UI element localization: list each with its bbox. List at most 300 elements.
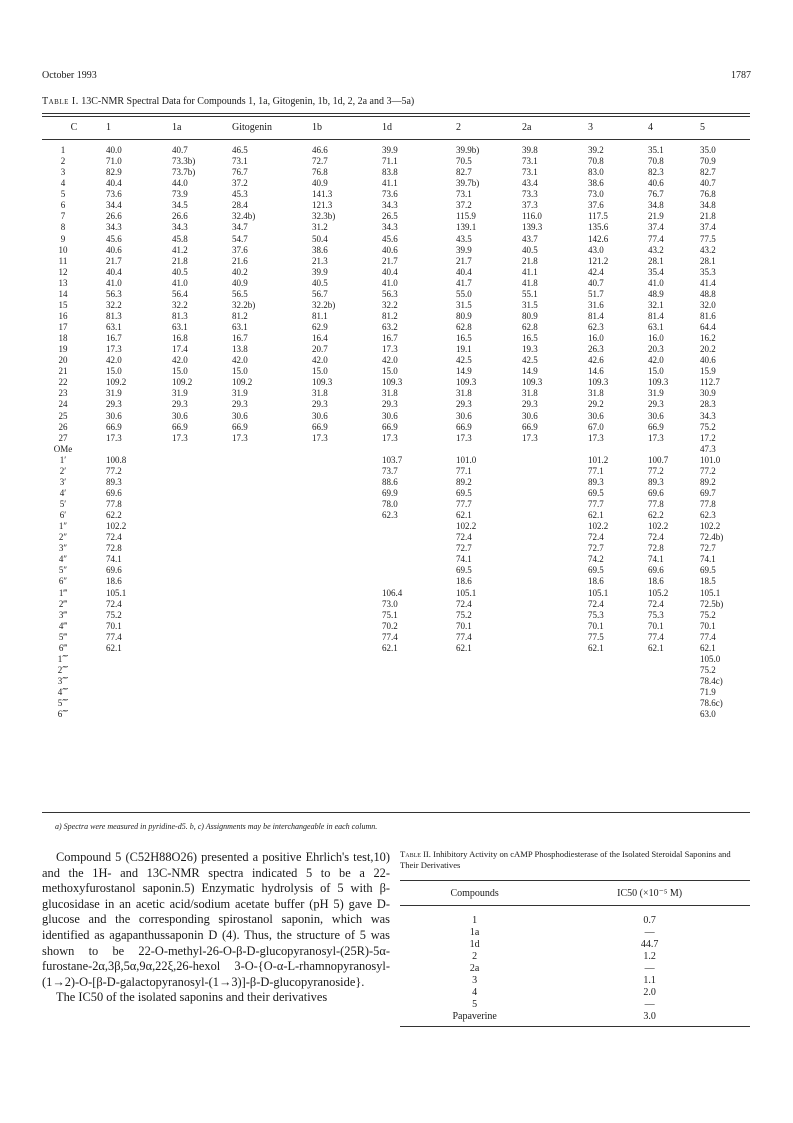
carbon-label: 5‴: [58, 631, 68, 642]
shift-value: 55.1: [522, 288, 538, 299]
shift-value: 17.4: [172, 344, 188, 355]
shift-value: 19.1: [456, 344, 472, 355]
shift-value: [522, 510, 588, 521]
shift-value: 45.8: [172, 233, 188, 244]
shift-value: [456, 665, 522, 676]
shift-value: 35.4: [648, 266, 664, 277]
shift-value: 41.1: [522, 266, 538, 277]
table-row: [42, 610, 750, 621]
table-row: [42, 167, 750, 178]
shift-value: 16.2: [700, 333, 716, 344]
shift-value: 72.7: [588, 543, 604, 554]
shift-value: 34.7: [232, 222, 248, 233]
table-row: [42, 399, 750, 410]
shift-value: [106, 709, 172, 720]
shift-value: 78.0: [382, 499, 398, 509]
shift-value: 37.6: [588, 200, 604, 211]
shift-value: 105.2: [648, 587, 669, 598]
shift-value: 16.8: [172, 333, 188, 344]
nmr-col-header: 2a: [522, 122, 532, 134]
carbon-label: 12: [58, 266, 68, 277]
shift-value: 16.4: [312, 333, 328, 344]
shift-value: 40.6: [700, 355, 716, 366]
shift-value: 74.1: [456, 554, 472, 565]
shift-value: 43.2: [700, 244, 716, 255]
shift-value: 17.3: [232, 432, 248, 443]
shift-value: 75.2: [700, 609, 716, 620]
shift-value: 62.3: [700, 510, 716, 521]
shift-value: 77.4: [700, 631, 716, 642]
table-row: [400, 950, 750, 962]
shift-value: [232, 643, 312, 654]
shift-value: [172, 488, 232, 499]
carbon-label: 17: [58, 322, 68, 332]
shift-value: 19.3: [522, 344, 538, 355]
shift-value: [312, 510, 382, 521]
shift-value: 15.0: [106, 366, 122, 377]
shift-value: 46.5: [232, 145, 248, 155]
shift-value: 72.4: [648, 532, 664, 543]
shift-value: 40.0: [106, 145, 122, 155]
carbon-label: 2: [60, 156, 66, 167]
shift-value: 42.5: [522, 355, 538, 366]
shift-value: 26.6: [172, 211, 188, 222]
shift-value: 89.3: [106, 476, 122, 487]
carbon-label: 25: [58, 410, 68, 421]
shift-value: [522, 687, 588, 698]
shift-value: [232, 488, 312, 499]
shift-value: 45.6: [106, 233, 122, 244]
shift-value: [232, 521, 312, 532]
compound-name: 2: [472, 950, 478, 962]
shift-value: 77.8: [648, 499, 664, 509]
shift-value: 77.1: [588, 465, 604, 476]
shift-value: 62.1: [456, 510, 472, 521]
shift-value: 62.9: [312, 322, 328, 332]
shift-value: 142.6: [588, 233, 609, 244]
table-row: [42, 621, 750, 632]
carbon-label: 4″: [58, 554, 68, 565]
shift-value: 69.5: [456, 487, 472, 498]
carbon-label: 1: [60, 145, 66, 155]
shift-value: 21.8: [522, 255, 538, 266]
shift-value: 62.1: [456, 642, 472, 653]
shift-value: 62.8: [522, 322, 538, 332]
carbon-label: 1″: [58, 521, 68, 532]
shift-value: 21.7: [456, 255, 472, 266]
shift-value: 77.5: [588, 631, 604, 642]
shift-value: 72.4: [106, 598, 122, 609]
table-row: [42, 289, 750, 300]
shift-value: [456, 444, 522, 455]
shift-value: 55.0: [456, 288, 472, 299]
shift-value: 69.5: [700, 565, 716, 576]
shift-value: 106.4: [382, 587, 403, 598]
shift-value: 29.3: [106, 399, 122, 410]
shift-value: [382, 665, 456, 676]
shift-value: 109.2: [172, 377, 193, 388]
nmr-col-header: 1: [106, 122, 111, 134]
shift-value: [312, 455, 382, 466]
carbon-label: 4‴: [58, 620, 68, 631]
shift-value: [382, 698, 456, 709]
shift-value: 32.1: [648, 299, 664, 310]
shift-value: 70.1: [106, 620, 122, 631]
shift-value: 42.0: [172, 355, 188, 366]
shift-value: [172, 444, 232, 455]
shift-value: 17.3: [106, 432, 122, 443]
table-row: [42, 588, 750, 599]
shift-value: 73.9: [172, 189, 188, 200]
shift-value: [382, 543, 456, 554]
shift-value: 102.2: [106, 521, 127, 532]
shift-value: 66.9: [172, 421, 188, 432]
shift-value: [456, 687, 522, 698]
shift-value: 30.6: [172, 410, 188, 421]
shift-value: 102.2: [456, 521, 477, 532]
shift-value: 29.3: [382, 399, 398, 410]
carbon-label: 20: [58, 355, 68, 366]
shift-value: [312, 665, 382, 676]
shift-value: [172, 654, 232, 665]
shift-value: 76.8: [312, 167, 328, 178]
shift-value: 72.8: [648, 543, 664, 554]
shift-value: [232, 576, 312, 587]
shift-value: [232, 543, 312, 554]
shift-value: 32.2: [172, 299, 188, 310]
shift-value: 43.7: [522, 233, 538, 244]
shift-value: 69.6: [106, 565, 122, 576]
body-paragraph-1: Compound 5 (C52H88O26) presented a positive Ehrlich's test,10) and the 1H- and 13C-NMR spectra indicated 5 to be a 22-methoxyfurostanol saponin.5) Enzymatic hydrolysis of 5 with β-glucosidase in an acetic acid/sodium acetate buffer (pH 5) gave D-glucose and the corresponding spirostanol saponin, which was identified as agapanthussaponin D (4). Thus, the structure of 5 was shown to be 22-O-methyl-26-O-β-D-glucopyranosyl-(25R)-5α-furostane-2α,3β,5α,9α,22ξ,26-hexol 3-O-{O-α-L-rhamnopyranosyl-(1→2)-O-[β-D-galactopyranosyl-(1→3)]-β-D-glucopyranoside}.: [42, 850, 390, 989]
carbon-label: 8: [60, 222, 66, 233]
shift-value: 15.9: [700, 366, 716, 377]
shift-value: [312, 543, 382, 554]
nmr-col-header: 4: [648, 122, 653, 134]
shift-value: 70.1: [456, 620, 472, 631]
nmr-col-header: 1a: [172, 122, 182, 134]
shift-value: 26.3: [588, 344, 604, 355]
shift-value: 76.7: [232, 167, 248, 178]
carbon-label: 14: [58, 288, 68, 299]
carbon-label: 22: [58, 377, 68, 388]
table-row: [400, 906, 750, 927]
table-row: [42, 267, 750, 278]
shift-value: 26.5: [382, 211, 398, 222]
shift-value: [172, 543, 232, 554]
shift-value: 29.3: [232, 399, 248, 410]
table-row: [42, 532, 750, 543]
shift-value: 16.7: [232, 333, 248, 344]
carbon-label: 2⁗: [57, 664, 69, 675]
shift-value: 31.8: [522, 388, 538, 399]
shift-value: [172, 588, 232, 599]
shift-value: [172, 632, 232, 643]
shift-value: 17.3: [456, 432, 472, 443]
nmr-col-header: 3: [588, 122, 593, 134]
shift-value: 17.3: [106, 344, 122, 355]
shift-value: 15.0: [312, 366, 328, 377]
shift-value: 69.5: [588, 565, 604, 576]
shift-value: 40.4: [106, 178, 122, 189]
shift-value: 81.3: [172, 310, 188, 321]
shift-value: 28.4: [232, 200, 248, 211]
shift-value: [382, 532, 456, 543]
shift-value: [456, 654, 522, 665]
shift-value: 16.7: [106, 333, 122, 344]
shift-value: 81.1: [312, 310, 328, 321]
shift-value: [172, 698, 232, 709]
shift-value: 43.5: [456, 233, 472, 244]
shift-value: 31.5: [456, 299, 472, 310]
shift-value: [522, 709, 588, 720]
shift-value: 109.3: [456, 377, 477, 388]
shift-value: 26.6: [106, 211, 122, 222]
table-row: [400, 998, 750, 1010]
carbon-label: 5′: [59, 499, 67, 509]
shift-value: 31.6: [588, 299, 604, 310]
table-row: [42, 654, 750, 665]
shift-value: 40.5: [312, 277, 328, 288]
shift-value: 70.8: [588, 156, 604, 167]
shift-value: 31.8: [588, 388, 604, 399]
compound-name: 4: [472, 986, 478, 998]
shift-value: 77.4: [382, 631, 398, 642]
table-row: [42, 311, 750, 322]
carbon-label: 3: [60, 167, 66, 178]
shift-value: 18.6: [588, 576, 604, 587]
shift-value: [232, 588, 312, 599]
shift-value: 40.5: [172, 266, 188, 277]
shift-value: 75.2: [700, 664, 716, 675]
shift-value: 34.8: [648, 200, 664, 211]
shift-value: 82.7: [700, 167, 716, 178]
table-row: [400, 926, 750, 938]
shift-value: [232, 477, 312, 488]
shift-value: 37.3: [522, 200, 538, 211]
shift-value: [312, 466, 382, 477]
shift-value: 77.4: [106, 631, 122, 642]
shift-value: 37.4: [700, 222, 716, 233]
table-row: [42, 422, 750, 433]
shift-value: 72.7: [700, 543, 716, 554]
shift-value: 43.2: [648, 244, 664, 255]
ic50-table-body: [400, 906, 750, 1027]
shift-value: 72.4: [456, 532, 472, 543]
ic50-value: 1.2: [643, 950, 656, 962]
shift-value: [232, 455, 312, 466]
shift-value: [312, 632, 382, 643]
ic50-col-value: IC50 (×10⁻⁵ M): [549, 881, 750, 906]
shift-value: [312, 599, 382, 610]
shift-value: 73.6: [106, 189, 122, 200]
shift-value: [312, 610, 382, 621]
carbon-label: 3‴: [58, 609, 68, 620]
shift-value: 63.1: [648, 322, 664, 332]
shift-value: 73.1: [232, 156, 248, 167]
shift-value: 63.1: [232, 322, 248, 332]
nmr-col-header: Gitogenin: [232, 122, 272, 134]
shift-value: 21.9: [648, 211, 664, 222]
shift-value: 62.1: [588, 642, 604, 653]
shift-value: 117.5: [588, 211, 608, 222]
table-row: [42, 709, 750, 720]
table-row: [42, 565, 750, 576]
shift-value: 45.3: [232, 189, 248, 200]
carbon-label: 3″: [58, 543, 68, 554]
shift-value: [172, 499, 232, 510]
shift-value: 105.1: [588, 587, 609, 598]
shift-value: 32.3b): [312, 211, 336, 222]
shift-value: 42.4: [588, 266, 604, 277]
shift-value: [232, 610, 312, 621]
shift-value: [172, 466, 232, 477]
shift-value: 80.9: [522, 310, 538, 321]
table-row: [42, 455, 750, 466]
shift-value: 34.3: [172, 222, 188, 233]
shift-value: 77.8: [106, 499, 122, 509]
shift-value: 30.6: [106, 410, 122, 421]
shift-value: [106, 687, 172, 698]
shift-value: 41.1: [382, 178, 398, 189]
shift-value: [382, 687, 456, 698]
table-row: [42, 510, 750, 521]
shift-value: [312, 565, 382, 576]
shift-value: [232, 676, 312, 687]
shift-value: 40.6: [382, 244, 398, 255]
compound-name: Papaverine: [400, 1010, 549, 1027]
shift-value: 44.0: [172, 178, 188, 189]
shift-value: 81.6: [700, 310, 716, 321]
shift-value: 41.4: [700, 277, 716, 288]
shift-value: 105.1: [456, 587, 477, 598]
shift-value: 14.9: [456, 366, 472, 377]
table-row: [42, 665, 750, 676]
shift-value: 40.5: [522, 244, 538, 255]
table-row: [400, 1010, 750, 1027]
shift-value: 42.0: [312, 355, 328, 366]
shift-value: 37.4: [648, 222, 664, 233]
shift-value: [172, 643, 232, 654]
table-row: [42, 200, 750, 211]
shift-value: 73.1: [522, 156, 538, 167]
shift-value: [522, 565, 588, 576]
nmr-col-header: C: [70, 122, 78, 134]
shift-value: 41.0: [648, 277, 664, 288]
shift-value: [648, 698, 700, 709]
shift-value: 62.1: [648, 642, 664, 653]
shift-value: 63.1: [172, 322, 188, 332]
shift-value: [106, 444, 172, 455]
shift-value: 135.6: [588, 222, 609, 233]
shift-value: 115.9: [456, 211, 476, 222]
shift-value: 39.9: [382, 145, 398, 155]
table1-caption: [42, 96, 414, 107]
shift-value: 72.4: [106, 532, 122, 543]
shift-value: 100.8: [106, 454, 127, 465]
shift-value: 47.3: [700, 443, 716, 454]
shift-value: 63.0: [700, 709, 716, 720]
shift-value: 28.3: [700, 399, 716, 410]
shift-value: 40.7: [172, 145, 188, 155]
shift-value: 31.8: [456, 388, 472, 399]
table-row: [42, 444, 750, 455]
shift-value: 73.0: [382, 598, 398, 609]
shift-value: 81.3: [106, 310, 122, 321]
shift-value: 21.7: [382, 255, 398, 266]
shift-value: 102.2: [648, 521, 669, 532]
shift-value: [382, 521, 456, 532]
shift-value: [522, 698, 588, 709]
shift-value: 39.9b): [456, 145, 480, 155]
shift-value: 20.2: [700, 344, 716, 355]
shift-value: 72.5b): [700, 598, 724, 609]
table-row: [400, 986, 750, 998]
shift-value: 141.3: [312, 189, 333, 200]
shift-value: 14.6: [588, 366, 604, 377]
shift-value: 81.2: [382, 310, 398, 321]
shift-value: 66.9: [522, 421, 538, 432]
shift-value: 72.4: [648, 598, 664, 609]
shift-value: 62.3: [588, 322, 604, 332]
shift-value: 77.5: [700, 233, 716, 244]
shift-value: 20.3: [648, 344, 664, 355]
compound-name: 1d: [469, 938, 480, 950]
shift-value: 74.1: [106, 554, 122, 565]
carbon-label: 27: [58, 432, 68, 443]
shift-value: [588, 654, 648, 665]
shift-value: [312, 588, 382, 599]
shift-value: [312, 687, 382, 698]
shift-value: 34.3: [700, 410, 716, 421]
shift-value: 13.8: [232, 344, 248, 355]
table-row: [400, 974, 750, 986]
shift-value: [522, 444, 588, 455]
carbon-label: 4⁗: [57, 687, 69, 698]
table-row: [42, 245, 750, 256]
carbon-label: OMe: [53, 443, 73, 454]
shift-value: [312, 488, 382, 499]
shift-value: 72.4: [588, 532, 604, 543]
shift-value: 30.6: [382, 410, 398, 421]
shift-value: 109.3: [648, 377, 669, 388]
shift-value: [588, 665, 648, 676]
shift-value: 41.0: [172, 277, 188, 288]
shift-value: 35.1: [648, 145, 664, 155]
shift-value: [232, 565, 312, 576]
shift-value: 31.5: [522, 299, 538, 310]
shift-value: 75.2: [700, 421, 716, 432]
shift-value: 73.3: [522, 189, 538, 200]
shift-value: 17.3: [382, 432, 398, 443]
shift-value: 29.2: [588, 399, 604, 410]
shift-value: [232, 709, 312, 720]
shift-value: 17.3: [522, 432, 538, 443]
shift-value: [648, 687, 700, 698]
shift-value: 30.6: [648, 410, 664, 421]
shift-value: 29.3: [172, 399, 188, 410]
table-row: [400, 938, 750, 950]
shift-value: 89.3: [648, 476, 664, 487]
table1-label: Table I.: [42, 96, 79, 107]
shift-value: 42.0: [106, 355, 122, 366]
shift-value: [522, 610, 588, 621]
ic50-value: —: [644, 998, 655, 1010]
shift-value: [522, 632, 588, 643]
table-row: [42, 632, 750, 643]
shift-value: [172, 709, 232, 720]
carbon-label: 6′: [59, 510, 67, 521]
table-row: [42, 466, 750, 477]
